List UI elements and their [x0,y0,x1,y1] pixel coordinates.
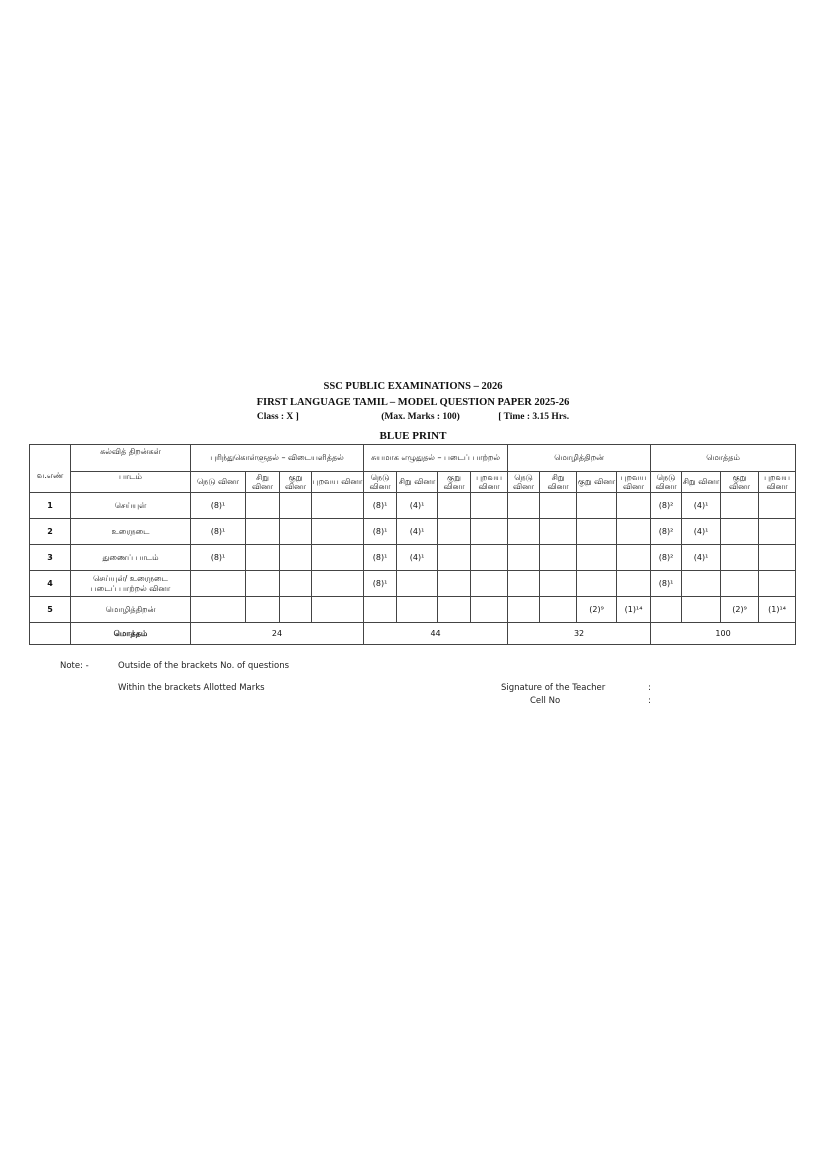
total-value: 44 [364,623,508,645]
table-cell: (8)² [651,519,682,545]
row-lesson: செய்யுள் [71,493,191,519]
total-label: மொத்தம் [71,623,191,645]
sub-header: குறு வினா [280,472,312,493]
sub-header-row [30,472,796,493]
table-cell [682,597,721,623]
table-row [30,571,796,597]
time-label: [ Time : 3.15 Hrs. [498,412,570,422]
table-cell [617,493,651,519]
table-cell [577,545,617,571]
table-cell [438,493,471,519]
table-cell: (2)⁹ [721,597,759,623]
table-cell [312,571,364,597]
group-header: சுயமாக எழுதுதல் – படைப் பாற்றல் [364,445,508,472]
table-cell [617,545,651,571]
paper-title: FIRST LANGUAGE TAMIL – MODEL QUESTION PAPER 2025-26 [256,397,570,408]
table-cell [540,493,577,519]
row-number: 2 [30,519,71,545]
sub-header: சிறு வினா [246,472,280,493]
table-cell: (8)¹ [364,493,397,519]
sub-header: குறு வினா [577,472,617,493]
group-header-row [30,445,796,472]
sub-header: குறு வினா [438,472,471,493]
sub-header: நெடு வினா [364,472,397,493]
table-cell: (8)¹ [191,493,246,519]
table-cell [617,571,651,597]
table-cell [246,493,280,519]
table-cell [508,571,540,597]
group-header: மொத்தம் [651,445,796,472]
table-cell [397,571,438,597]
sub-header: புறவய வினா [759,472,796,493]
table-row [30,519,796,545]
table-cell [508,545,540,571]
cell-colon: : [648,696,651,706]
group-header: மொழித்திறன் [508,445,651,472]
table-cell [246,545,280,571]
table-cell [471,493,508,519]
table-cell [246,571,280,597]
exam-title: SSC PUBLIC EXAMINATIONS – 2026 [323,381,503,392]
table-cell [191,597,246,623]
lesson-header: பாடம் [71,472,191,493]
sub-header: நெடு வினா [508,472,540,493]
sub-header: சிறு வினா [682,472,721,493]
table-cell [280,519,312,545]
total-value: 100 [651,623,796,645]
table-cell [280,597,312,623]
table-cell [759,545,796,571]
sub-header: நெடு வினா [651,472,682,493]
table-cell [759,493,796,519]
table-cell [682,571,721,597]
row-lesson: மொழித்திறன் [71,597,191,623]
total-row [30,623,796,645]
table-cell [280,571,312,597]
table-cell [280,545,312,571]
table-cell: (4)¹ [682,519,721,545]
row-number: 4 [30,571,71,597]
table-cell: (4)¹ [397,493,438,519]
table-cell [312,493,364,519]
table-cell: (8)¹ [651,571,682,597]
cell-label: Cell No [530,696,561,706]
table-cell: (8)² [651,493,682,519]
table-cell [721,571,759,597]
table-cell: (8)¹ [364,571,397,597]
table-row [30,493,796,519]
signature-label: Signature of the Teacher [501,683,606,693]
table-cell [312,545,364,571]
sub-header: புறவய வினா [312,472,364,493]
table-cell [312,597,364,623]
table-row [30,545,796,571]
skill-header: கல்வித் திறன்கள் [71,445,191,472]
table-cell: (8)¹ [364,545,397,571]
table-cell: (4)¹ [682,545,721,571]
table-cell [364,597,397,623]
sno-header: வ.எண் [30,445,71,493]
table-cell [438,597,471,623]
table-cell [438,519,471,545]
table-cell: (4)¹ [682,493,721,519]
total-value: 32 [508,623,651,645]
table-cell [577,493,617,519]
row-number: 5 [30,597,71,623]
table-cell [471,571,508,597]
total-sno [30,623,71,645]
table-cell [246,519,280,545]
table-cell [759,519,796,545]
table-cell [508,597,540,623]
sub-header: புறவய வினா [617,472,651,493]
blue-print-title: BLUE PRINT [379,430,447,442]
table-cell [191,571,246,597]
table-cell [438,545,471,571]
table-cell: (8)¹ [364,519,397,545]
table-cell: (4)¹ [397,519,438,545]
row-lesson: செய்யுள்/ உரைநடை படைப் பாற்றல் வினா [71,571,191,597]
table-cell [508,493,540,519]
table-cell: (4)¹ [397,545,438,571]
table-cell [508,519,540,545]
table-cell: (2)⁹ [577,597,617,623]
table-cell [759,571,796,597]
max-marks-label: (Max. Marks : 100) [381,412,460,422]
row-number: 3 [30,545,71,571]
total-value: 24 [191,623,364,645]
paper-meta [0,412,826,422]
table-cell: (8)¹ [191,545,246,571]
note-line-2: Within the brackets Allotted Marks [118,683,265,693]
row-lesson: துணைப் பாடம் [71,545,191,571]
table-cell: (1)¹⁴ [759,597,796,623]
row-lesson: உரைநடை [71,519,191,545]
table-cell [721,493,759,519]
table-cell [397,597,438,623]
sub-header: குறு வினா [721,472,759,493]
table-cell [540,597,577,623]
sub-header: சிறு வினா [397,472,438,493]
class-label: Class : X ] [256,412,299,422]
table-body [30,493,796,623]
sub-header: சிறு வினா [540,472,577,493]
signature-colon: : [648,683,651,693]
table-cell [471,519,508,545]
table-cell [540,519,577,545]
note-line-1: Outside of the brackets No. of questions [118,661,290,671]
table-cell [617,519,651,545]
table-row [30,597,796,623]
row-number: 1 [30,493,71,519]
table-cell: (1)¹⁴ [617,597,651,623]
table-cell [721,519,759,545]
table-cell [246,597,280,623]
table-cell [651,597,682,623]
sub-header: புறவய வினா [471,472,508,493]
blue-print-table [29,444,796,645]
table-cell: (8)² [651,545,682,571]
table-cell [577,519,617,545]
table-cell [471,597,508,623]
group-header: புரிந்துகொள்ளுதல் – விடையளித்தல் [191,445,364,472]
table-cell [721,545,759,571]
table-cell [438,571,471,597]
table-cell [471,545,508,571]
table-cell [577,571,617,597]
note-label: Note: - [60,661,89,671]
table-cell: (8)¹ [191,519,246,545]
sub-header: நெடு வினா [191,472,246,493]
table-cell [540,545,577,571]
table-cell [280,493,312,519]
table-cell [312,519,364,545]
table-cell [540,571,577,597]
